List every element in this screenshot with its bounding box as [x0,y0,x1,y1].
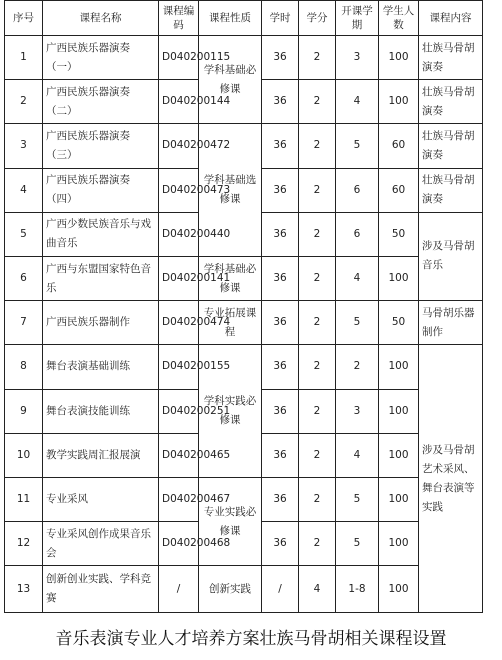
cell-credit: 2 [299,256,336,300]
table-row [5,36,483,80]
cell-name: 广西民族乐器演奏（一） [43,36,159,80]
cell-hours: 36 [262,36,299,80]
cell-credit: 4 [299,566,336,613]
cell-code: D040200472 [159,124,199,168]
cell-no: 3 [5,124,43,168]
cell-content: 壮族马骨胡演奏 [419,36,483,80]
cell-credit: 2 [299,477,336,521]
cell-hours: 36 [262,301,299,345]
cell-nature: 学科实践必修课 [199,345,262,478]
cell-students: 60 [379,168,419,212]
cell-nature: 专业拓展课程 [199,301,262,345]
table-caption: 音乐表演专业人才培养方案壮族马骨胡相关课程设置 [55,629,447,649]
cell-name: 专业采风 [43,477,159,521]
cell-credit: 2 [299,36,336,80]
cell-hours: 36 [262,433,299,477]
cell-no: 1 [5,36,43,80]
cell-code: D040200468 [159,522,199,566]
cell-no: 13 [5,566,43,613]
table-row [5,256,483,300]
cell-content: 涉及马骨胡艺术采风、舞台表演等实践 [419,345,483,613]
cell-name: 广西少数民族音乐与戏曲音乐 [43,212,159,256]
cell-code: D040200251 [159,389,199,433]
cell-content: 壮族马骨胡演奏 [419,124,483,168]
cell-code: D040200465 [159,433,199,477]
cell-no: 2 [5,80,43,124]
cell-no: 6 [5,256,43,300]
header-code: 课程编码 [159,1,199,36]
cell-nature: 学科基础选修课 [199,124,262,257]
cell-term: 5 [336,124,379,168]
cell-content: 壮族马骨胡演奏 [419,80,483,124]
cell-code: D040200115 [159,36,199,80]
header-name: 课程名称 [43,1,159,36]
cell-hours: 36 [262,477,299,521]
cell-no: 5 [5,212,43,256]
cell-hours: 36 [262,168,299,212]
cell-nature: 专业实践必修课 [199,477,262,565]
cell-term: 3 [336,36,379,80]
header-content: 课程内容 [419,1,483,36]
cell-no: 8 [5,345,43,389]
cell-name: 舞台表演技能训练 [43,389,159,433]
cell-credit: 2 [299,389,336,433]
header-nature: 课程性质 [199,1,262,36]
cell-credit: 2 [299,124,336,168]
cell-no: 9 [5,389,43,433]
header-hours: 学时 [262,1,299,36]
cell-code: D040200473 [159,168,199,212]
cell-name: 教学实践周汇报展演 [43,433,159,477]
cell-term: 6 [336,212,379,256]
cell-hours: 36 [262,212,299,256]
cell-no: 12 [5,522,43,566]
cell-credit: 2 [299,345,336,389]
cell-term: 4 [336,433,379,477]
cell-hours: 36 [262,256,299,300]
cell-code: D040200144 [159,80,199,124]
cell-term: 5 [336,477,379,521]
cell-credit: 2 [299,80,336,124]
cell-term: 2 [336,345,379,389]
cell-code: D040200141 [159,256,199,300]
cell-no: 11 [5,477,43,521]
cell-term: 4 [336,80,379,124]
header-row [5,1,483,36]
cell-hours: 36 [262,522,299,566]
table-row [5,301,483,345]
cell-name: 创新创业实践、学科竞赛 [43,566,159,613]
header-term: 开课学期 [336,1,379,36]
cell-students: 100 [379,477,419,521]
cell-nature: 创新实践 [199,566,262,613]
cell-hours: 36 [262,124,299,168]
cell-term: 5 [336,522,379,566]
cell-term: 4 [336,256,379,300]
cell-credit: 2 [299,301,336,345]
cell-content: 涉及马骨胡音乐 [419,212,483,300]
cell-students: 100 [379,566,419,613]
cell-no: 7 [5,301,43,345]
course-table [4,0,483,613]
table-row [5,124,483,168]
cell-no: 4 [5,168,43,212]
cell-term: 5 [336,301,379,345]
cell-credit: 2 [299,168,336,212]
cell-students: 100 [379,433,419,477]
cell-name: 广西民族乐器演奏（三） [43,124,159,168]
cell-students: 100 [379,256,419,300]
cell-hours: 36 [262,345,299,389]
cell-nature: 学科基础必修课 [199,256,262,300]
cell-students: 50 [379,212,419,256]
cell-term: 3 [336,389,379,433]
cell-name: 广西民族乐器制作 [43,301,159,345]
cell-name: 舞台表演基础训练 [43,345,159,389]
header-students: 学生人数 [379,1,419,36]
cell-students: 60 [379,124,419,168]
cell-name: 广西民族乐器演奏（二） [43,80,159,124]
cell-name: 专业采风创作成果音乐会 [43,522,159,566]
cell-code: D040200467 [159,477,199,521]
cell-students: 100 [379,522,419,566]
cell-hours: 36 [262,80,299,124]
cell-name: 广西民族乐器演奏（四） [43,168,159,212]
cell-students: 100 [379,80,419,124]
cell-term: 6 [336,168,379,212]
cell-code: D040200155 [159,345,199,389]
cell-content: 壮族马骨胡演奏 [419,168,483,212]
cell-credit: 2 [299,433,336,477]
cell-students: 50 [379,301,419,345]
cell-content: 马骨胡乐器制作 [419,301,483,345]
cell-credit: 2 [299,212,336,256]
header-credit: 学分 [299,1,336,36]
cell-students: 100 [379,36,419,80]
cell-hours: / [262,566,299,613]
cell-code: D040200440 [159,212,199,256]
cell-students: 100 [379,345,419,389]
table-row [5,477,483,521]
table-row [5,345,483,389]
cell-students: 100 [379,389,419,433]
table-row [5,566,483,613]
cell-hours: 36 [262,389,299,433]
cell-term: 1-8 [336,566,379,613]
cell-nature: 学科基础必修课 [199,36,262,124]
cell-no: 10 [5,433,43,477]
cell-code: D040200474 [159,301,199,345]
cell-code: / [159,566,199,613]
header-no: 序号 [5,1,43,36]
course-table-container [4,0,482,614]
cell-name: 广西与东盟国家特色音乐 [43,256,159,300]
cell-credit: 2 [299,522,336,566]
